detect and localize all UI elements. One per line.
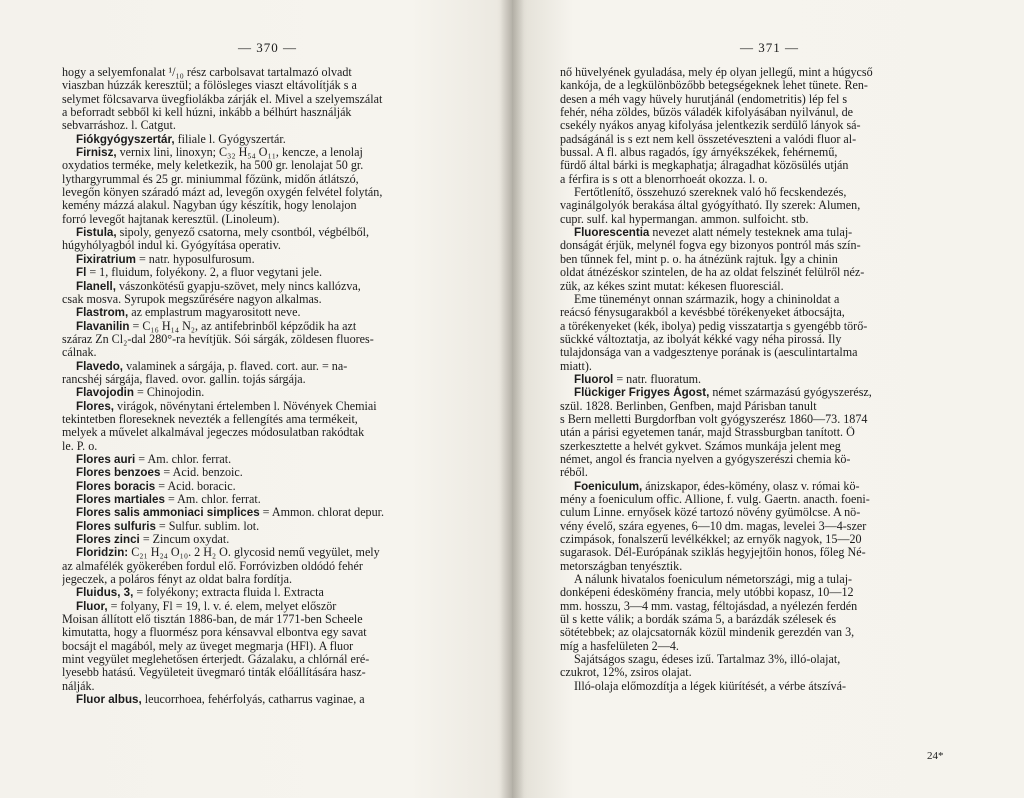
text-line	[62, 506, 452, 519]
line-text: czukrot, 12%, zsiros olajat.	[560, 666, 692, 680]
line-text: sötétebbek; az olajcsatornák közül mindenik gerezdén van 3,	[560, 626, 855, 640]
line-text: a férfira is s ott a blenorrhoeát okozza. l. o.	[560, 172, 768, 186]
text-line	[62, 426, 452, 439]
text-line	[560, 533, 964, 546]
line-text: Illó-olaja előmozdítja a légek kiürítését, a vérbe átszívá-	[574, 679, 846, 693]
entry-headword: Flores zinci	[76, 533, 140, 547]
line-text: csekély nyákos anyag kifolyása jelentkezik serdülő lányok sá-	[560, 119, 861, 133]
text-line	[62, 93, 452, 106]
text-line	[62, 586, 452, 599]
text-line	[560, 493, 964, 506]
line-text: szül. 1828. Berlinben, Genfben, majd Párisban tanult	[560, 399, 817, 413]
text-line	[560, 280, 964, 293]
entry-headword: Fluor albus,	[76, 693, 142, 707]
text-line	[560, 613, 964, 626]
text-line	[560, 386, 964, 399]
line-text: Sajátságos szagu, édeses izű. Tartalmaz 3%, illó-olajat,	[574, 653, 841, 667]
text-line	[560, 159, 964, 172]
line-text: = Am. chlor. ferrat.	[164, 493, 261, 506]
text-line	[560, 119, 964, 132]
text-line	[560, 400, 964, 413]
line-text: reácsó fénysugarakból a kevésbbé törékenyeket átbocsájta,	[560, 306, 845, 320]
text-line	[62, 360, 452, 373]
line-text: valaminek a sárgája, p. flaved. cort. aur. = na-	[123, 359, 348, 373]
text-line	[62, 133, 452, 146]
text-line	[560, 666, 964, 679]
entry-headword: Flavojodin	[76, 386, 134, 400]
text-line	[560, 320, 964, 333]
line-text: viaszban húzzák keresztül; a fölösleges viaszt eltávolítják s a	[62, 79, 357, 93]
entry-headword: Flores benzoes	[76, 466, 161, 480]
text-line	[560, 293, 964, 306]
text-line	[62, 213, 452, 226]
text-line	[62, 373, 452, 386]
page-text	[62, 66, 452, 707]
text-line	[560, 680, 964, 693]
text-line	[560, 506, 964, 519]
line-text: = Acid. benzoic.	[160, 466, 243, 480]
text-line	[560, 93, 964, 106]
entry-headword: Fixiratrium	[76, 252, 136, 266]
line-text: oldat átnézéskor szintelen, de ha az oldat felszinét felülről néz-	[560, 266, 865, 280]
line-text: desen a méh vagy hüvely hurutjánál (endometritis) lép fel s	[560, 92, 848, 106]
page-number: — 370 —	[238, 40, 297, 55]
line-text: padságánál is s ezt nem kell összetéveszteni a valódi fluor al-	[560, 132, 857, 146]
entry-headword: Flastrom,	[76, 306, 129, 320]
text-line	[62, 466, 452, 479]
text-line	[560, 520, 964, 533]
line-text: cupr. sulf. kal hypermangan. ammon. sulfoicht. stb.	[560, 212, 809, 226]
text-line	[62, 453, 452, 466]
text-line	[560, 480, 964, 493]
line-text: = folyékony; extracta fluida l. Extracta	[133, 586, 324, 600]
line-text: mm. hosszu, 3—4 mm. vastag, féltojásdad, a nyélezén ferdén	[560, 599, 858, 613]
line-text: mint vegyület meglehetősen érterjedt. Gázalaku, a chlórnál eré-	[62, 653, 370, 667]
line-text: az emplastrum magyarositott neve.	[128, 306, 301, 320]
line-text: vászonkötésű gyapju-szövet, mely nincs kallózva,	[115, 279, 361, 293]
entry-headword: Flores auri	[76, 452, 136, 466]
line-text: = C₁₆ H₁₄ N₂, az antifebrinből képződik ha azt	[129, 319, 357, 333]
text-line	[560, 426, 964, 439]
entry-headword: Firnisz,	[76, 146, 117, 160]
text-line	[560, 133, 964, 146]
text-line	[62, 413, 452, 426]
text-line	[560, 146, 964, 159]
line-text: leucorrhoea, fehérfolyás, catharrus vaginae, a	[141, 693, 365, 707]
line-text: mény a foeniculum offic. Allione, f. vulg. Gaertn. anacth. foeni-	[560, 493, 870, 506]
text-line	[62, 533, 452, 546]
line-text: sückké változtatja, az ibolyát kékké vagy néha pirossá. Ily	[560, 332, 842, 346]
line-text: Fertőtlenítő, összehuzó szereknek való hő fecskendezés,	[574, 186, 847, 200]
line-text: tulajdonsága van a vadgesztenye porának is (aesculintartalma	[560, 346, 858, 360]
text-line	[560, 213, 964, 226]
book-gutter	[500, 0, 524, 798]
text-line	[62, 106, 452, 119]
line-text: = natr. hyposulfurosum.	[135, 252, 255, 266]
text-line	[62, 493, 452, 506]
entry-headword: Fluorescentia	[574, 226, 650, 240]
text-line	[62, 159, 452, 172]
line-text: virágok, növénytani értelemben l. Növények Chemiai	[114, 399, 377, 413]
line-text: nálják.	[62, 679, 95, 693]
text-line	[62, 239, 452, 252]
text-line	[62, 653, 452, 666]
text-line	[62, 266, 452, 279]
line-text: s Bern melletti Burgdorfban volt gyógyszerész 1860—73. 1874	[560, 412, 868, 426]
line-text: sugarasok. Dél-Európának sziklás hegyjejtőin honos, főleg Né-	[560, 546, 866, 560]
line-text: filiale l. Gyógyszertár.	[174, 132, 286, 146]
text-line	[560, 453, 964, 466]
line-text: levegőn könyen száradó mázt ad, levegőn oxygén felvétel folytán,	[62, 186, 383, 200]
text-line	[560, 173, 964, 186]
line-text: míg a hasfelületen 2—4.	[560, 639, 679, 653]
line-text: metországban tenyésztik.	[560, 559, 683, 573]
text-line	[62, 146, 452, 159]
text-line	[62, 560, 452, 573]
text-line	[560, 413, 964, 426]
text-line	[62, 226, 452, 239]
text-line	[62, 440, 452, 453]
text-line	[560, 79, 964, 92]
line-text: = natr. fluoratum.	[613, 372, 702, 386]
line-text: czimpások, fonalszerű levélkékkel; az ernyők nagyok, 15—20	[560, 533, 862, 547]
text-line	[560, 266, 964, 279]
line-text: kimutatta, hogy a fluormész pora kénsavval elbontva egy savat	[62, 626, 367, 640]
text-line	[560, 360, 964, 373]
text-line	[560, 226, 964, 239]
entry-headword: Flores,	[76, 399, 115, 413]
text-line	[560, 66, 964, 79]
text-line	[62, 119, 452, 132]
entry-headword: Fluor,	[76, 599, 108, 613]
line-text: fürdő által bárki is megkaphatja; álragadhat közösülés utján	[560, 159, 849, 173]
text-line	[560, 333, 964, 346]
line-text: tekintetben floreseknek nevezték a fellengítés ama termékeit,	[62, 412, 358, 426]
text-line	[62, 693, 452, 706]
line-text: = Zincum oxydat.	[139, 533, 230, 547]
entry-headword: Foeniculum,	[574, 479, 643, 493]
line-text: = folyany, Fl = 19, l. v. é. elem, melyet először	[107, 599, 337, 613]
line-text: szerkesztette a helvét gykvet. Számos munkája jelent meg	[560, 439, 841, 453]
line-text: a beforradt sebből ki kell húzni, inkább a bélhúrt használják	[62, 106, 352, 120]
line-text: donságát érjük, melynél fogva egy bizonyos pontról más szín-	[560, 239, 861, 253]
line-text: sebvarráshoz. l. Catgut.	[62, 119, 176, 133]
line-text: után a párisi egyetemen tanár, majd Strassburgban tanított. Ő	[560, 426, 855, 440]
line-text: hogy a selyemfonalat ¹/₁₀ rész carbolsavat tartalmazó olvadt	[62, 66, 352, 79]
text-line	[560, 239, 964, 252]
line-text: a törékenyeket (kék, ibolya) pedig visszatartja s gyengébb törő-	[560, 319, 868, 333]
line-text: cálnak.	[62, 346, 97, 360]
text-line	[560, 106, 964, 119]
line-text: húgyhólyagból indul ki. Gyógyítása operativ.	[62, 239, 281, 253]
text-line	[62, 600, 452, 613]
text-line	[62, 573, 452, 586]
line-text: réből.	[560, 466, 588, 480]
line-text: jegeczek, a poláros fényt az oldat balra fordítja.	[62, 573, 293, 587]
line-text: rancshéj sárgája, flaved. ovor. gallin. tojás sárgája.	[62, 372, 306, 386]
text-line	[560, 653, 964, 666]
text-line	[62, 173, 452, 186]
line-text: oxydatios terméke, mely keletkezik, ha 500 gr. lenolajat 50 gr.	[62, 159, 364, 173]
line-text: száraz Zn Cl₂-dal 280°-ra hevítjük. Sói sárgák, zöldesen fluores-	[62, 332, 374, 346]
page-text	[560, 66, 964, 693]
text-line	[62, 386, 452, 399]
line-text: sipoly, genyező csatorna, mely csontból, végbélből,	[116, 226, 370, 240]
line-text: miatt).	[560, 359, 592, 373]
line-text: vernix lini, linoxyn; C₃₂ H₅₄ O₁₁, kencze, a lenolaj	[116, 146, 363, 160]
entry-headword: Floridzin:	[76, 546, 129, 560]
line-text: az almafélék gyökerében fordul elő. Forróvizben oldódó fehér	[62, 559, 363, 573]
line-text: vaginálgolyók berakása által gyógyítható. Ily szerek: Alumen,	[560, 199, 861, 213]
line-text: német származású gyógyszerész,	[709, 386, 872, 400]
line-text: Moisan állított elő tisztán 1886-ban, de már 1771-ben Scheele	[62, 613, 363, 627]
line-text: fehér, néha zöldes, bűzös váladék kifolyásában nyilvánul, de	[560, 106, 854, 120]
line-text: melyek a művelet alkalmával jegeczes módosulatban rakódtak	[62, 426, 365, 440]
text-line	[62, 320, 452, 333]
text-line	[62, 520, 452, 533]
entry-headword: Flückiger Frigyes Ágost,	[574, 386, 710, 400]
text-line	[62, 346, 452, 359]
entry-headword: Fl	[76, 266, 87, 280]
line-text: A nálunk hivatalos foeniculum németországi, mig a tulaj-	[574, 573, 853, 587]
line-text: zük, az kékes szint mutat: kékesen fluoresciál.	[560, 279, 784, 293]
line-text: le. P. o.	[62, 439, 98, 453]
text-line	[62, 480, 452, 493]
line-text: = Sulfur. sublim. lot.	[155, 519, 260, 533]
line-text: = Chinojodin.	[133, 386, 205, 400]
text-line	[560, 626, 964, 639]
line-text: forró levegőt hajtanak keresztül. (Linoleum).	[62, 212, 280, 226]
line-text: culum Linne. ernyősek közé tartozó növény gyümölcse. A nö-	[560, 506, 861, 520]
text-line	[560, 560, 964, 573]
entry-headword: Fiókgyógyszertár,	[76, 132, 175, 146]
line-text: ánizskapor, édes-kömény, olasz v. római kö-	[642, 479, 860, 493]
line-text: bussal. A fl. albus ragadós, így árnyékszékek, fehérnemű,	[560, 146, 838, 160]
text-line	[62, 186, 452, 199]
entry-headword: Fluidus, 3,	[76, 586, 134, 600]
text-line	[62, 666, 452, 679]
text-line	[560, 346, 964, 359]
line-text: bocsájt el magából, mely az üveget megmarja (HFl). A fluor	[62, 639, 354, 653]
entry-headword: Flavedo,	[76, 359, 124, 373]
right-page	[512, 0, 1024, 798]
text-line	[560, 573, 964, 586]
text-line	[62, 79, 452, 92]
text-line	[560, 253, 964, 266]
text-line	[560, 586, 964, 599]
entry-headword: Flores salis ammoniaci simplices	[76, 506, 260, 520]
text-line	[62, 253, 452, 266]
line-text: donképeni édeskömény francia, mely utóbbi kopasz, 10—12	[560, 586, 854, 600]
line-text: lyesebb hatású. Vegyületeit üvegmaró tinták előállítására hasz-	[62, 666, 366, 680]
entry-headword: Flores martiales	[76, 493, 165, 506]
text-line	[560, 546, 964, 559]
line-text: nő hüvelyének gyuladása, mely ép olyan jellegű, mint a húgycső	[560, 66, 873, 79]
text-line	[560, 186, 964, 199]
text-line	[62, 613, 452, 626]
text-line	[560, 640, 964, 653]
printer-signature: 24*	[927, 750, 944, 762]
line-text: ben tűnnek fel, mint p. o. ha átnézünk rajtuk. Így a chinin	[560, 252, 838, 266]
text-line	[560, 199, 964, 212]
line-text: kemény mázzá alakul. Nagyban úgy készítik, hogy lenolajon	[62, 199, 357, 213]
line-text: csak mosva. Syrupok megszűrésére nagyon alkalmas.	[62, 292, 322, 306]
entry-headword: Flores sulfuris	[76, 519, 156, 533]
line-text: = Am. chlor. ferrat.	[135, 452, 232, 466]
line-text: vény évelő, szára egyenes, 6—10 dm. magas, levelei 3—4-szer	[560, 519, 867, 533]
line-text: ül s kette válik; a bordák száma 5, a barázdák szélesek és	[560, 613, 837, 627]
text-line	[560, 600, 964, 613]
text-line	[62, 546, 452, 559]
text-line	[62, 333, 452, 346]
text-line	[62, 293, 452, 306]
line-text: C₂₁ H₂₄ O₁₀. 2 H₂ O. glycosid nemű vegyület, mely	[128, 546, 380, 560]
line-text: = 1, fluidum, folyékony. 2, a fluor vegytani jele.	[86, 266, 323, 280]
text-line	[62, 280, 452, 293]
page-number: — 371 —	[740, 40, 799, 55]
entry-headword: Flanell,	[76, 279, 116, 293]
line-text: Eme tüneményt onnan származik, hogy a chininoldat a	[574, 292, 840, 306]
line-text: selymet fölcsavarva üvegfiolákba zárják el. Mivel a szelyemszálat	[62, 92, 383, 106]
entry-headword: Fistula,	[76, 226, 117, 240]
text-line	[62, 306, 452, 319]
line-text: kankója, de a legkülönbözőbb betegségeknek lehet tünete. Ren-	[560, 79, 868, 93]
text-line	[560, 373, 964, 386]
line-text: = Acid. boracic.	[155, 479, 236, 493]
text-line	[62, 626, 452, 639]
text-line	[560, 466, 964, 479]
entry-headword: Fluorol	[574, 372, 614, 386]
text-line	[560, 440, 964, 453]
text-line	[62, 66, 452, 79]
line-text: nevezet alatt némely testeknek ama tulaj-	[649, 226, 853, 240]
text-line	[62, 400, 452, 413]
line-text: német, angol és francia nyelven a gyógyszerészi chemia kö-	[560, 452, 851, 466]
text-line	[62, 199, 452, 212]
text-line	[560, 306, 964, 319]
entry-headword: Flores boracis	[76, 479, 156, 493]
line-text: = Ammon. chlorat depur.	[259, 506, 385, 520]
text-line	[62, 640, 452, 653]
entry-headword: Flavanilin	[76, 319, 130, 333]
text-line	[62, 680, 452, 693]
line-text: lythargyrummal és 25 gr. miniummal főzünk, midőn átlátszó,	[62, 172, 359, 186]
